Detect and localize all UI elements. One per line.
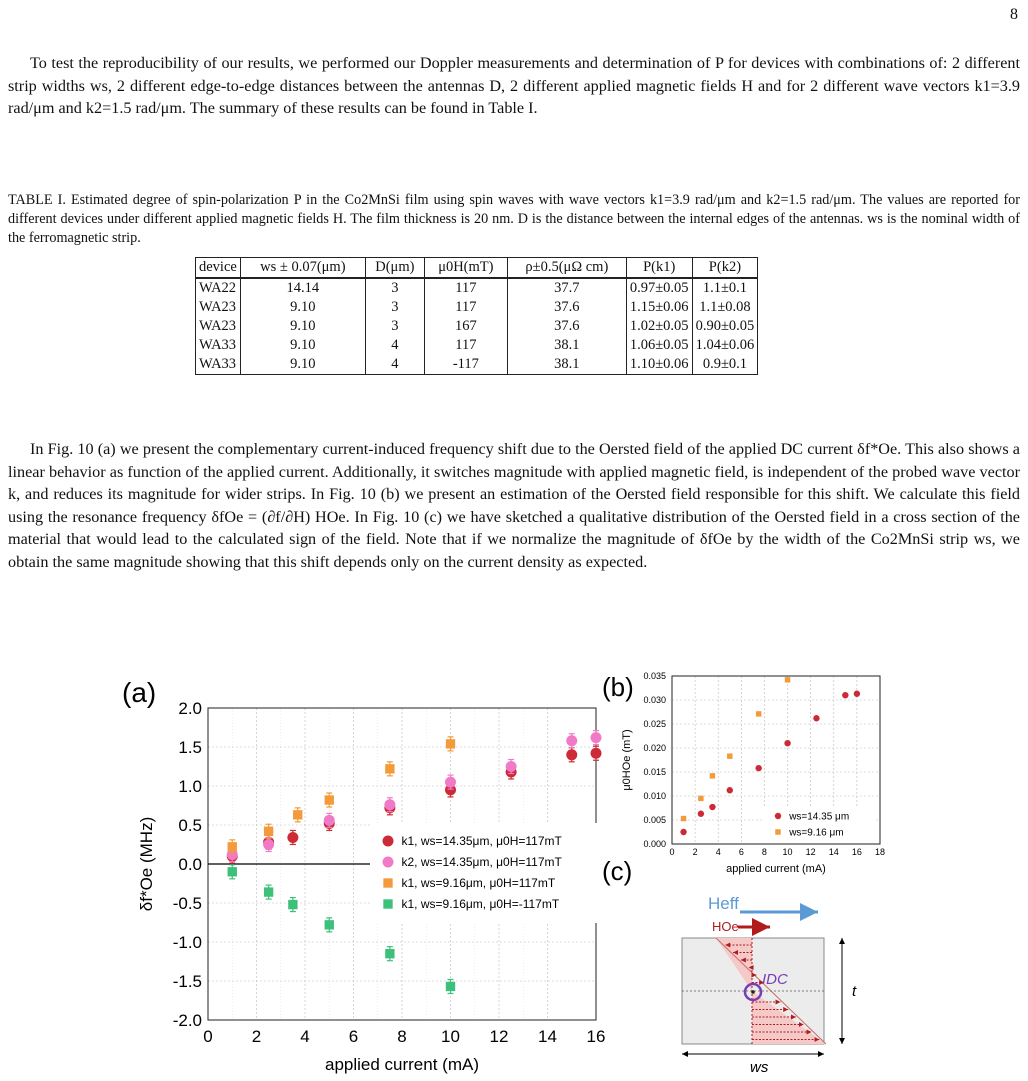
data-point — [709, 804, 715, 810]
data-point — [264, 827, 273, 836]
legend-marker — [383, 878, 392, 887]
table-cell: WA22 — [196, 278, 241, 298]
table-cell: 37.6 — [507, 317, 626, 336]
h-eff-label: Heff — [708, 894, 739, 913]
legend-label: ws=14.35 μm — [789, 811, 850, 823]
table-cell: 1.15±0.06 — [626, 298, 692, 317]
figure-10c-diagram — [600, 850, 1024, 1078]
legend-marker — [775, 829, 780, 834]
data-point — [842, 692, 848, 698]
table-cell: 1.04±0.06 — [692, 336, 758, 355]
table-cell: 1.06±0.05 — [626, 336, 692, 355]
table-cell: 9.10 — [240, 355, 365, 375]
current-label: IDC — [762, 971, 788, 988]
data-point — [813, 715, 819, 721]
table-cell: WA33 — [196, 336, 241, 355]
paragraph-oersted: In Fig. 10 (a) we present the complementary current-induced frequency shift due to the Oersted field of the applied DC current δf*Oe. This also shows a linear behavior as function of the applied current. Additionally, it switches magnitude with applied magnetic field, is independent of the probed wave vector k, and reduces its magnitude for wider strips. In Fig. 10 (b) we present an estimation of the Oersted field responsible for this shift. We calculate this field using the resonance frequency δfOe = (∂f/∂H) HOe. In Fig. 10 (c) we have sketched a qualitative distribution of the Oersted field in a cross section of the material that would lead to the calculated sign of the field. Note that if we normalize the magnitude of δfOe by the width of the Co2MnSi strip ws, we obtain the same magnitude showing that this shift depends only on the current density as expected. — [8, 440, 1020, 571]
figure-10a-chart — [120, 668, 610, 1078]
table-cell: 4 — [365, 355, 424, 375]
y-tick-label: -1.0 — [172, 932, 202, 952]
chart-a-x-ticks — [203, 1027, 605, 1046]
panel-label-b: (b) — [602, 672, 634, 702]
legend-marker — [775, 813, 781, 819]
header-ws: ws ± 0.07(μm) — [240, 258, 365, 279]
table-cell: 167 — [424, 317, 507, 336]
data-point — [264, 887, 273, 896]
data-point — [288, 900, 297, 909]
data-point — [325, 795, 334, 804]
chart-a-xlabel: applied current (mA) — [324, 1055, 480, 1074]
table-cell: 117 — [424, 278, 507, 298]
y-tick-label: -0.5 — [172, 893, 202, 913]
table-cell: WA23 — [196, 317, 241, 336]
data-point — [727, 753, 732, 758]
y-tick-label: 0.035 — [643, 671, 666, 682]
header-d: D(μm) — [365, 258, 424, 279]
table-cell: -117 — [424, 355, 507, 375]
width-label: ws — [750, 1059, 769, 1076]
chart-a-ylabel: δf*Oe (MHz) — [137, 816, 156, 912]
data-point — [324, 815, 335, 826]
x-tick-label: 6 — [738, 847, 744, 857]
table-cell: 117 — [424, 336, 507, 355]
x-tick-label: 10 — [441, 1027, 460, 1046]
data-point — [727, 787, 733, 793]
table-row — [196, 336, 758, 355]
table-cell: 3 — [365, 278, 424, 298]
data-point — [681, 816, 686, 821]
data-point — [446, 739, 455, 748]
data-point — [698, 811, 704, 817]
table-row — [196, 317, 758, 336]
table-cell: 9.10 — [240, 298, 365, 317]
data-point — [566, 735, 577, 746]
table-cell: 0.97±0.05 — [626, 278, 692, 298]
data-point — [785, 677, 790, 682]
chart-b-xlabel: applied current (mA) — [726, 863, 826, 875]
x-tick-label: 12 — [805, 847, 816, 857]
table-cell: 38.1 — [507, 355, 626, 375]
legend-label: k2, ws=14.35μm, μ0H=117mT — [401, 855, 562, 870]
y-tick-label: 0.020 — [643, 743, 666, 754]
header-pk2: P(k2) — [692, 258, 758, 279]
y-tick-label: 0.025 — [643, 719, 666, 730]
chart-a-y-ticks — [173, 699, 202, 1030]
x-tick-label: 4 — [715, 847, 721, 857]
header-device: device — [196, 258, 241, 279]
x-tick-label: 16 — [851, 847, 862, 857]
data-point — [698, 796, 703, 801]
x-tick-label: 12 — [489, 1027, 509, 1046]
y-tick-label: 0.0 — [178, 854, 202, 874]
table-row — [196, 278, 758, 298]
data-point — [854, 691, 860, 697]
data-point — [506, 761, 517, 772]
legend-marker — [383, 836, 394, 847]
table-cell: 3 — [365, 298, 424, 317]
y-tick-label: 1.5 — [178, 737, 202, 757]
x-tick-label: 2 — [251, 1027, 262, 1046]
y-tick-label: 0.015 — [643, 767, 666, 778]
legend-label: ws=9.16 μm — [789, 827, 844, 839]
x-tick-label: 2 — [692, 847, 698, 857]
table-cell: 1.1±0.1 — [692, 278, 758, 298]
data-point — [263, 839, 274, 850]
table-row — [196, 298, 758, 317]
y-tick-label: 0.000 — [643, 839, 666, 850]
data-point — [384, 799, 395, 810]
y-tick-label: 0.030 — [643, 695, 666, 706]
header-rho: ρ±0.5(μΩ cm) — [507, 258, 626, 279]
panel-label-c: (c) — [602, 856, 633, 886]
data-point — [680, 829, 686, 835]
legend-marker — [383, 899, 392, 908]
y-tick-label: 2.0 — [178, 698, 202, 718]
data-point — [228, 867, 237, 876]
y-tick-label: 0.010 — [643, 791, 666, 802]
x-tick-label: 14 — [828, 847, 839, 857]
table-cell: 9.10 — [240, 317, 365, 336]
data-point — [385, 764, 394, 773]
x-tick-label: 8 — [761, 847, 767, 857]
table-cell: 117 — [424, 298, 507, 317]
chart-b-ylabel: μ0HOe (mT) — [621, 729, 633, 791]
chart-b-y-ticks — [643, 671, 666, 849]
legend-marker — [383, 857, 394, 868]
h-oe-label: HOe — [712, 919, 739, 934]
header-pk1: P(k1) — [626, 258, 692, 279]
table-cell: 4 — [365, 336, 424, 355]
table-cell: 1.02±0.05 — [626, 317, 692, 336]
data-point — [385, 949, 394, 958]
data-point — [287, 832, 298, 843]
x-tick-label: 16 — [586, 1027, 606, 1046]
table-header-row — [196, 258, 758, 279]
table-cell: 14.14 — [240, 278, 365, 298]
table-cell: 0.9±0.1 — [692, 355, 758, 375]
table-cell: 37.7 — [507, 278, 626, 298]
page-number: 8 — [1010, 6, 1018, 23]
data-point — [293, 810, 302, 819]
data-point — [228, 842, 237, 851]
data-point — [445, 777, 456, 788]
data-point — [756, 711, 761, 716]
x-tick-label: 0 — [203, 1027, 213, 1046]
current-dot-icon — [751, 990, 755, 994]
table-row — [196, 355, 758, 375]
x-tick-label: 10 — [782, 847, 793, 857]
x-tick-label: 0 — [669, 847, 675, 857]
table-cell: WA23 — [196, 298, 241, 317]
x-tick-label: 18 — [874, 847, 886, 857]
y-tick-label: -2.0 — [172, 1010, 202, 1030]
x-tick-label: 14 — [538, 1027, 557, 1046]
x-tick-label: 8 — [397, 1027, 407, 1046]
table-cell: 3 — [365, 317, 424, 336]
data-point — [710, 773, 715, 778]
panel-label-a: (a) — [122, 677, 157, 708]
data-point — [446, 982, 455, 991]
table-cell: 38.1 — [507, 336, 626, 355]
y-tick-label: 0.005 — [643, 815, 666, 826]
table-cell: WA33 — [196, 355, 241, 375]
table-cell: 9.10 — [240, 336, 365, 355]
x-tick-label: 4 — [300, 1027, 310, 1046]
data-point — [755, 765, 761, 771]
paragraph-reproducibility: To test the reproducibility of our results, we performed our Doppler measurements and determination of P for devices with combinations of: 2 different strip widths ws, 2 different edge-to-edge distances between the antennas D, 2 different applied magnetic fields H and for 2 different wave vectors k1=3.9 rad/μm and k2=1.5 rad/μm. The summary of these results can be found in Table I. — [8, 54, 1020, 117]
x-tick-label: 6 — [348, 1027, 359, 1046]
table-caption: TABLE I. Estimated degree of spin-polarization P in the Co2MnSi film using spin waves with wave vectors k1=3.9 rad/μm and k2=1.5 rad/μm. The values are reported for different devices under different applied magnetic fields H. The film thickness is 20 nm. D is the distance between the internal edges of the antennas. ws is the nominal width of the ferromagnetic strip. — [8, 192, 1020, 246]
thickness-label: t — [852, 983, 857, 1000]
table-cell: 1.1±0.08 — [692, 298, 758, 317]
legend-label: k1, ws=9.16μm, μ0H=-117mT — [401, 897, 560, 912]
data-point — [566, 749, 577, 760]
legend-label: k1, ws=9.16μm, μ0H=117mT — [401, 876, 556, 891]
y-tick-label: -1.5 — [172, 971, 202, 991]
table-cell: 0.90±0.05 — [692, 317, 758, 336]
legend-label: k1, ws=14.35μm, μ0H=117mT — [401, 834, 562, 849]
table-cell: 37.6 — [507, 298, 626, 317]
data-point — [784, 740, 790, 746]
header-field: μ0H(mT) — [424, 258, 507, 279]
results-table — [195, 257, 758, 375]
table-cell: 1.10±0.06 — [626, 355, 692, 375]
data-point — [325, 920, 334, 929]
y-tick-label: 1.0 — [178, 776, 202, 796]
y-tick-label: 0.5 — [178, 815, 202, 835]
